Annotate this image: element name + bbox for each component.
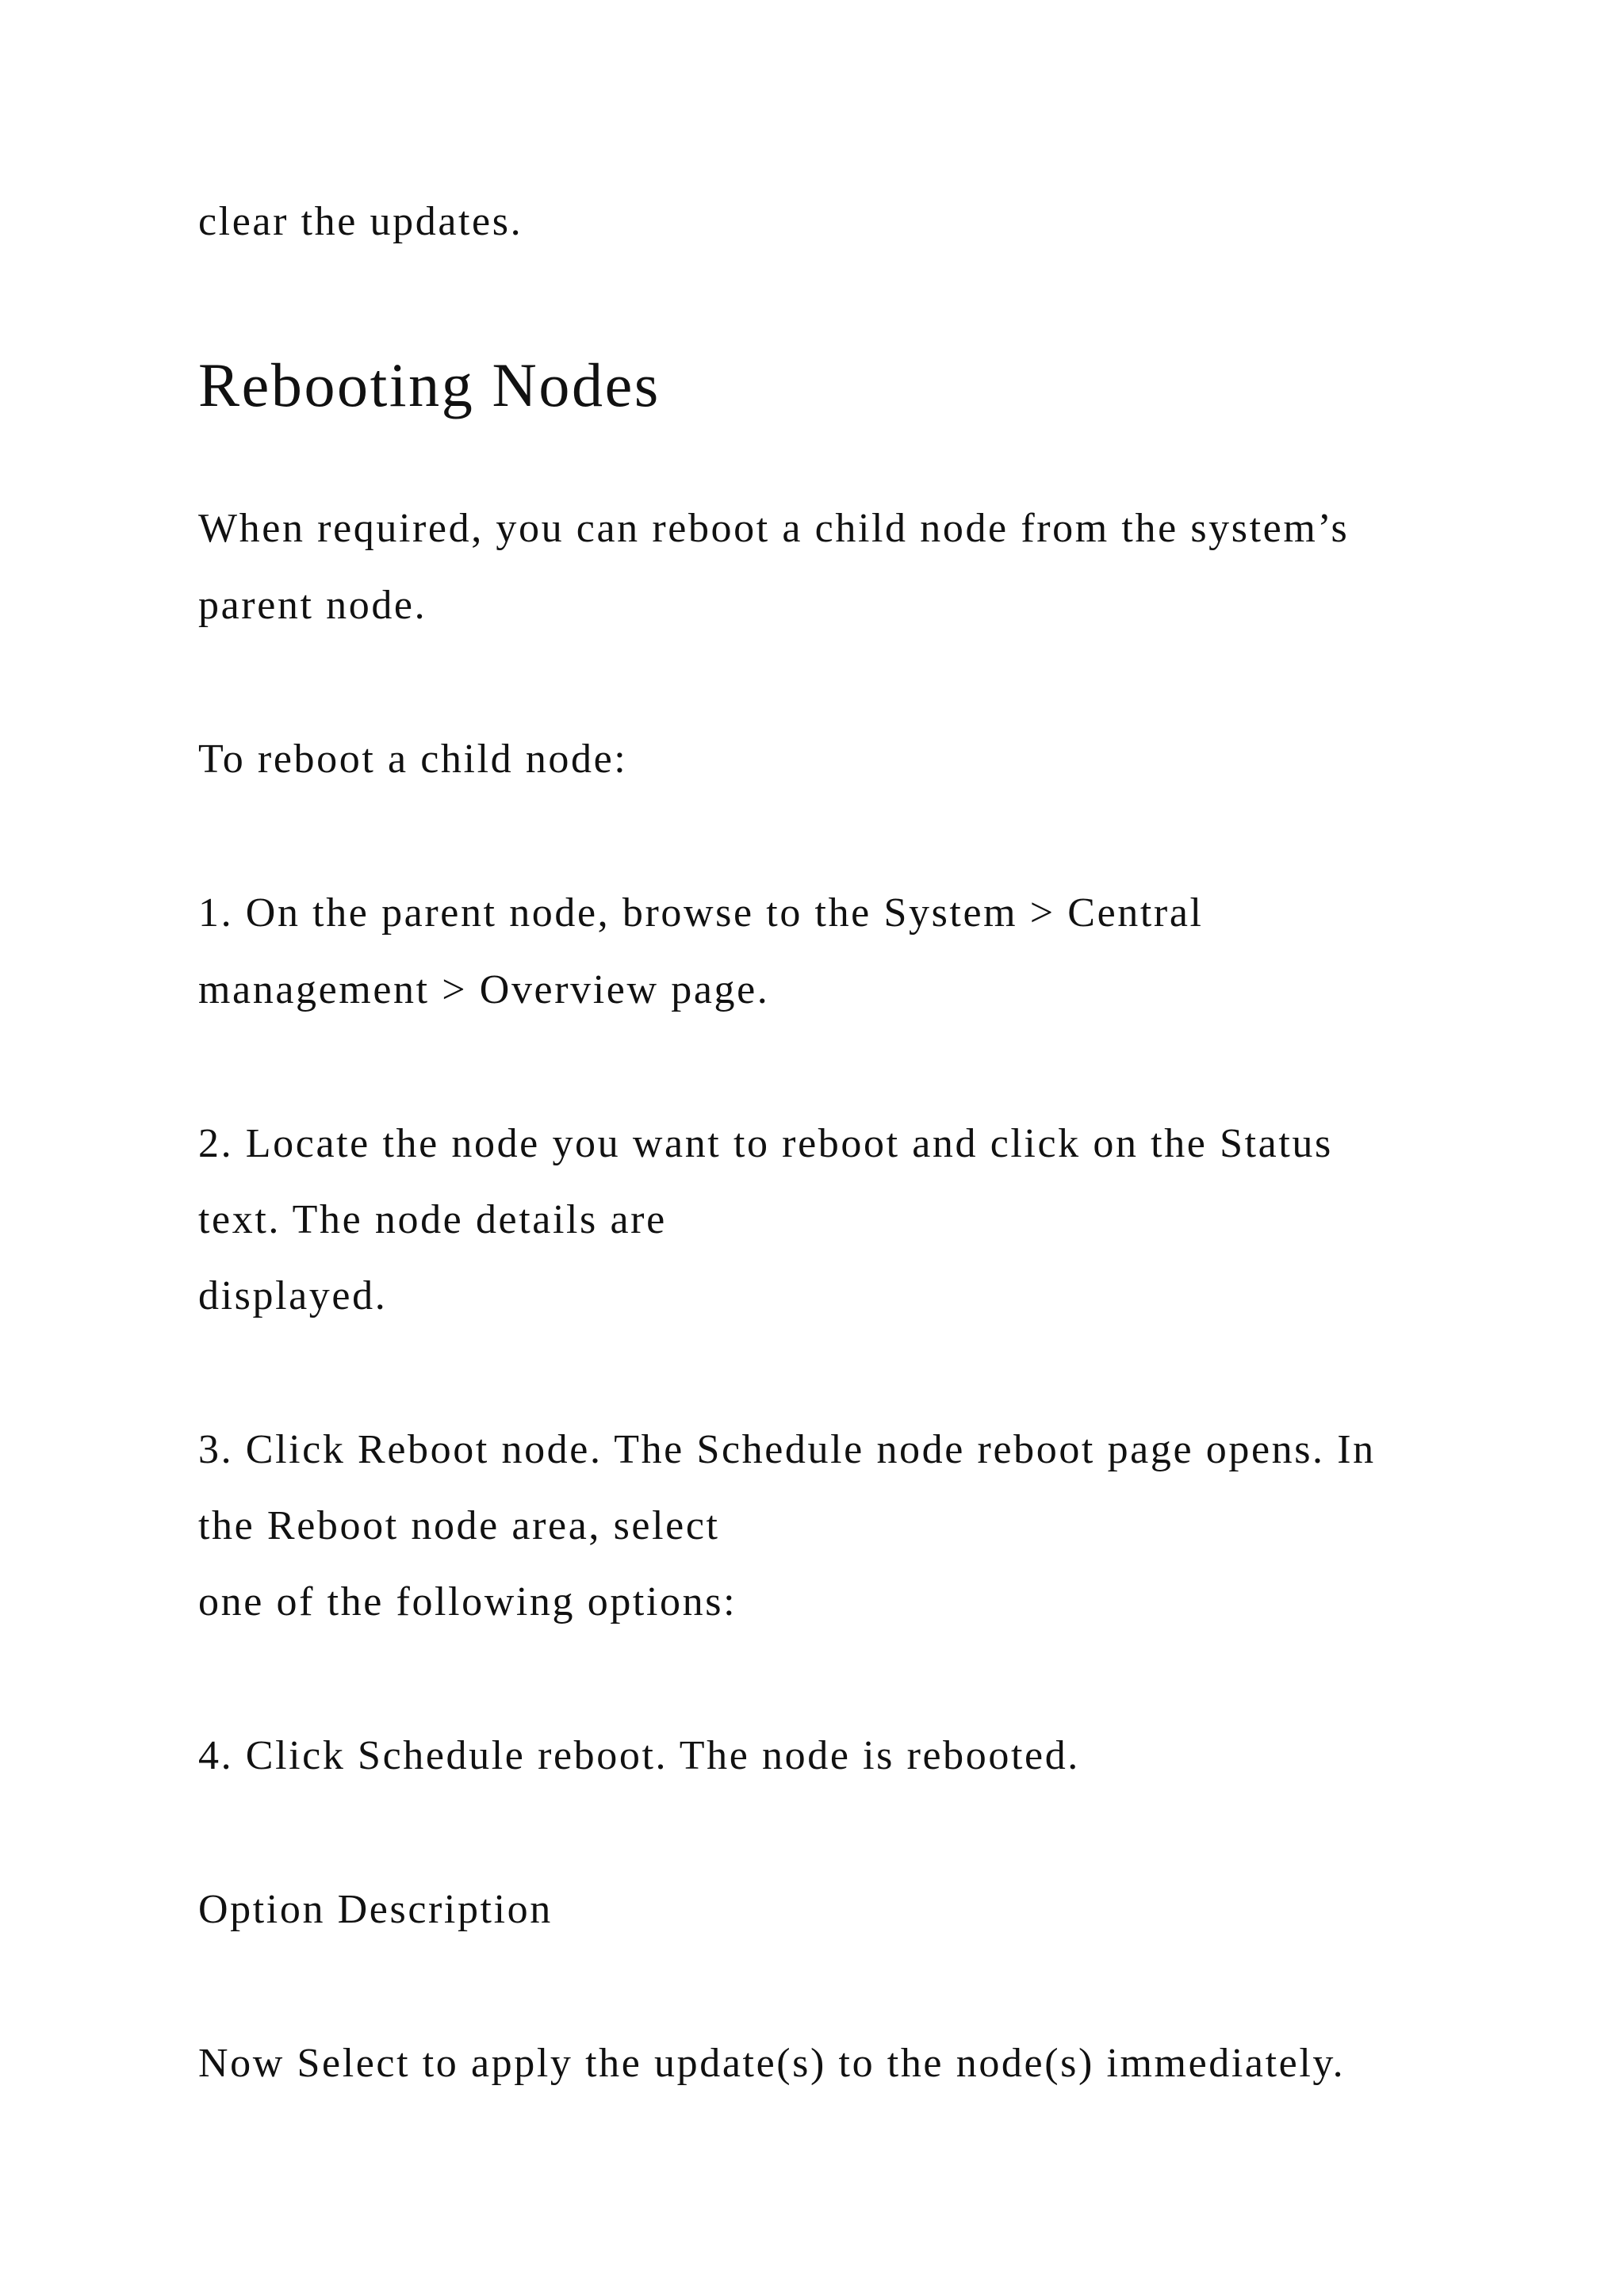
continuation-text: clear the updates. — [198, 199, 523, 244]
step-4-line: 4. Click Schedule reboot. The node is rebooted. — [198, 1733, 1080, 1778]
step-3-line: 3. Click Reboot node. The Schedule node reboot page opens. In — [198, 1427, 1376, 1472]
step-3-line: the Reboot node area, select — [198, 1503, 720, 1548]
step-1-line: 1. On the parent node, browse to the System > Central — [198, 890, 1204, 936]
intro-paragraph-line: When required, you can reboot a child node from the system’s — [198, 506, 1350, 551]
step-3-line: one of the following options: — [198, 1579, 737, 1624]
options-table-header: Option Description — [198, 1887, 553, 1932]
step-1-line: management > Overview page. — [198, 967, 770, 1012]
procedure-title: To reboot a child node: — [198, 737, 628, 782]
intro-paragraph-line: parent node. — [198, 583, 427, 628]
step-2-line: text. The node details are — [198, 1197, 667, 1242]
step-2-line: 2. Locate the node you want to reboot and click on the Status — [198, 1121, 1333, 1166]
options-table-row: Now Select to apply the update(s) to the node(s) immediately. — [198, 2041, 1346, 2086]
section-heading: Rebooting Nodes — [198, 350, 661, 419]
step-2-line: displayed. — [198, 1273, 388, 1318]
